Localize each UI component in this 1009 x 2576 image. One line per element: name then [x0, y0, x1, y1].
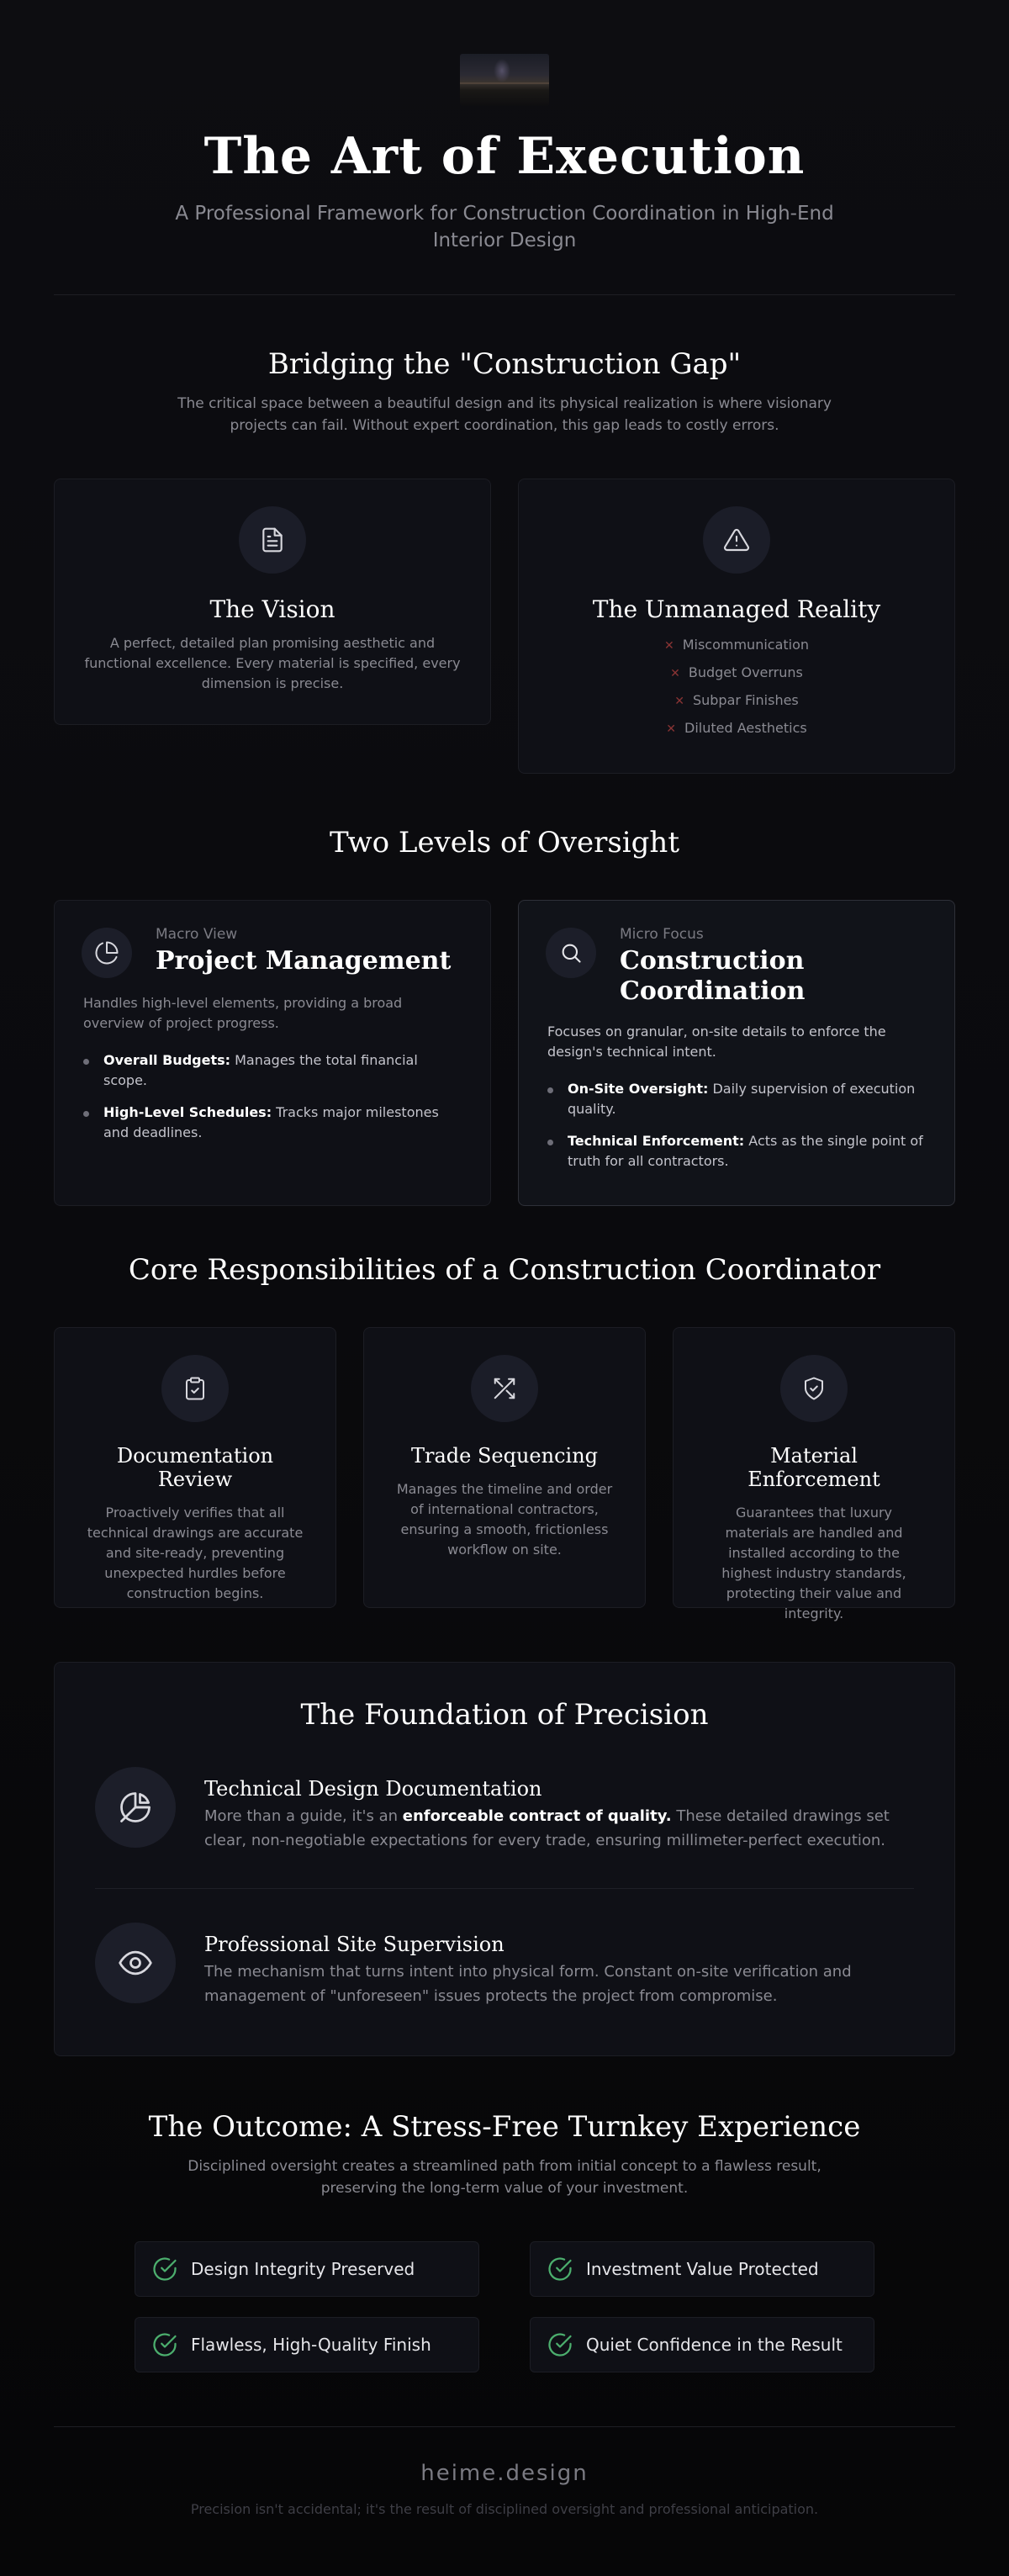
list-item: ✕ Subpar Finishes [674, 692, 799, 708]
risk-list [544, 632, 929, 743]
brand-name: heime.design [420, 2461, 589, 2486]
outcome-chip: Flawless, High-Quality Finish [135, 2317, 479, 2372]
card-description: Focuses on granular, on-site details to enforce the design's technical intent. [547, 1024, 886, 1060]
x-icon: ✕ [663, 639, 674, 653]
oversight-section [54, 774, 955, 1206]
list-item: ✕ Miscommunication [663, 637, 810, 653]
bullet-list [547, 1079, 926, 1172]
reality-card [518, 479, 955, 774]
material-enforcement-card [673, 1327, 955, 1621]
section-description: The critical space between a beautiful design and its physical realization is where visionary projects can fail. Without expert coordination, this gap leads to costly errors. [177, 395, 832, 434]
core-responsibilities-section [54, 1206, 955, 1621]
project-management-card [54, 900, 491, 1206]
shield-check-icon [780, 1355, 848, 1422]
check-circle-icon [152, 2332, 177, 2357]
check-circle-icon [547, 2256, 573, 2282]
clipboard-check-icon [161, 1355, 229, 1422]
section-description: Disciplined oversight creates a streamlined path from initial concept to a flawless result, preserving the long-term value of your investment. [188, 2158, 821, 2197]
document-icon [239, 506, 306, 574]
vision-card [54, 479, 491, 725]
documentation-review-card [54, 1327, 336, 1608]
x-icon: ✕ [674, 695, 684, 708]
list-item: High-Level Schedules: Tracks major milestones and deadlines. [83, 1103, 462, 1143]
list-item: Overall Budgets: Manages the total financial scope. [83, 1050, 462, 1091]
hero [54, 0, 955, 295]
card-title: Documentation Review [116, 1444, 274, 1491]
trade-sequencing-card [363, 1327, 646, 1608]
section-title: Core Responsibilities of a Construction Coordinator [128, 1253, 881, 1287]
section-title: Two Levels of Oversight [330, 826, 679, 860]
hero-image [460, 54, 549, 106]
card-title: The Vision [209, 595, 335, 623]
list-item: ✕ Diluted Aesthetics [666, 720, 807, 736]
arrows-swap-icon [471, 1355, 538, 1422]
card-title: Material Enforcement [748, 1444, 880, 1491]
x-icon: ✕ [666, 722, 677, 736]
divider [95, 1888, 914, 1889]
outcome-chip: Design Integrity Preserved [135, 2241, 479, 2297]
card-title: The Unmanaged Reality [592, 595, 881, 623]
warning-icon [703, 506, 770, 574]
outcome-chip: Investment Value Protected [530, 2241, 874, 2297]
outcome-section [54, 2056, 955, 2372]
foundation-item [95, 1767, 914, 1853]
bullet-list [83, 1050, 462, 1143]
footer [54, 2426, 955, 2517]
construction-coordination-card [518, 900, 955, 1206]
foundation-item [95, 1923, 914, 2008]
card-text: Manages the timeline and order of international contractors, ensuring a smooth, frictionless workflow on site. [396, 1481, 613, 1558]
card-description: Handles high-level elements, providing a broad overview of project progress. [83, 995, 403, 1031]
card-title: Project Management [156, 946, 452, 976]
page-subtitle: A Professional Framework for Construction Coordination in High-End Interior Design [175, 203, 834, 251]
item-text: More than a guide, it's an enforceable contract of quality. These detailed drawings set clear, non-negotiable expectations for every trade, ensuring millimeter-perfect execution. [204, 1807, 890, 1849]
outcome-chip: Quiet Confidence in the Result [530, 2317, 874, 2372]
list-item: Technical Enforcement: Acts as the single point of truth for all contractors. [547, 1131, 926, 1172]
search-icon [546, 928, 596, 978]
card-title: Trade Sequencing [410, 1444, 599, 1468]
check-circle-icon [547, 2332, 573, 2357]
card-text: Guarantees that luxury materials are handled and installed according to the highest industry standards, protecting their value and integrity. [721, 1505, 906, 1621]
card-kicker: Micro Focus [620, 926, 704, 943]
eye-icon [95, 1923, 176, 2003]
drafting-icon [95, 1767, 176, 1848]
item-title: Technical Design Documentation [204, 1777, 542, 1801]
footer-tagline: Precision isn't accidental; it's the result of disciplined oversight and professional anticipation. [190, 2501, 819, 2517]
check-circle-icon [152, 2256, 177, 2282]
card-kicker: Macro View [156, 926, 238, 943]
card-text: Proactively verifies that all technical drawings are accurate and site-ready, preventing unexpected hurdles before construction begins. [87, 1505, 304, 1601]
outcome-list [135, 2241, 874, 2372]
page-title: The Art of Execution [203, 127, 806, 186]
card-title: Construction Coordination [620, 946, 806, 1006]
list-item: On-Site Oversight: Daily supervision of execution quality. [547, 1079, 926, 1119]
card-text: A perfect, detailed plan promising aesthetic and functional excellence. Every material is specified, every dimension is precise. [84, 635, 461, 691]
list-item: ✕ Budget Overruns [670, 664, 803, 680]
section-title: The Foundation of Precision [300, 1698, 709, 1732]
foundation-section [54, 1662, 955, 2056]
section-title: Bridging the "Construction Gap" [267, 347, 742, 381]
section-title: The Outcome: A Stress-Free Turnkey Experience [148, 2110, 861, 2144]
construction-gap-section [54, 295, 955, 774]
pie-chart-icon [82, 928, 132, 978]
x-icon: ✕ [670, 667, 680, 680]
item-title: Professional Site Supervision [204, 1933, 504, 1956]
item-text: The mechanism that turns intent into physical form. Constant on-site verification and management of "unforeseen" issues protects the project from compromise. [204, 1963, 852, 2005]
